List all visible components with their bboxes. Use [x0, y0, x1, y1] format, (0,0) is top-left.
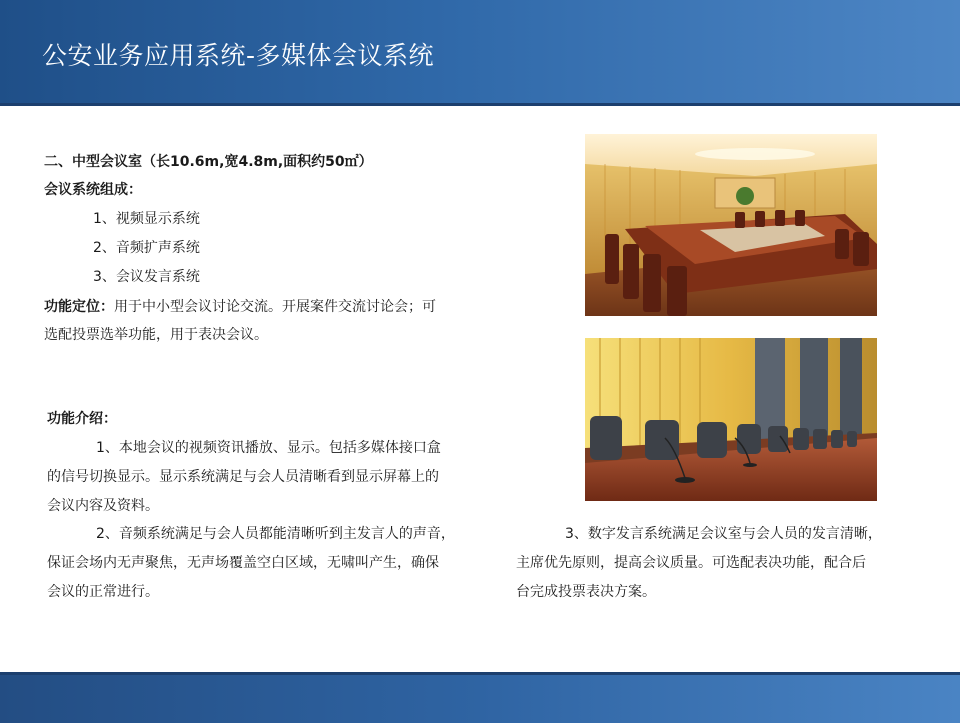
- intro-p3-line: 台完成投票表决方案。: [516, 584, 656, 600]
- intro-p2-line: 2、音频系统满足与会人员都能清晰听到主发言人的声音，: [96, 526, 455, 542]
- room-heading: 二、中型会议室（长10.6m,宽4.8m,面积约50㎡）: [44, 154, 373, 170]
- meeting-seats-photo: [585, 338, 877, 501]
- intro-p2-line: 会议的正常进行。: [47, 584, 159, 600]
- page-title: 公安业务应用系统-多媒体会议系统: [42, 41, 435, 70]
- list-item: 1、视频显示系统: [93, 211, 200, 227]
- composition-label: 会议系统组成：: [44, 182, 142, 198]
- positioning-label: 功能定位：: [44, 299, 114, 315]
- list-item: 2、音频扩声系统: [93, 240, 200, 256]
- intro-p1-line: 1、本地会议的视频资讯播放、显示。包括多媒体接口盒: [96, 440, 441, 456]
- intro-p2-line: 保证会场内无声聚焦，无声场覆盖空白区域，无啸叫产生，确保: [47, 555, 439, 571]
- positioning-text: 用于中小型会议讨论交流。开展案件交流讨论会；可: [114, 299, 436, 315]
- list-item: 3、会议发言系统: [93, 269, 200, 285]
- title-banner: [0, 0, 960, 106]
- positioning-line-2: 选配投票选举功能，用于表决会议。: [44, 327, 268, 343]
- intro-p1-line: 会议内容及资料。: [47, 498, 159, 514]
- intro-p3-line: 主席优先原则，提高会议质量。可选配表决功能，配合后: [516, 555, 866, 571]
- intro-label: 功能介绍：: [47, 411, 117, 427]
- positioning-line-1: [44, 293, 436, 322]
- intro-p3-line: 3、数字发言系统满足会议室与会人员的发言清晰，: [565, 526, 882, 542]
- intro-p1-line: 的信号切换显示。显示系统满足与会人员清晰看到显示屏幕上的: [47, 469, 439, 485]
- footer-bar: [0, 672, 960, 723]
- conference-room-photo: [585, 134, 877, 316]
